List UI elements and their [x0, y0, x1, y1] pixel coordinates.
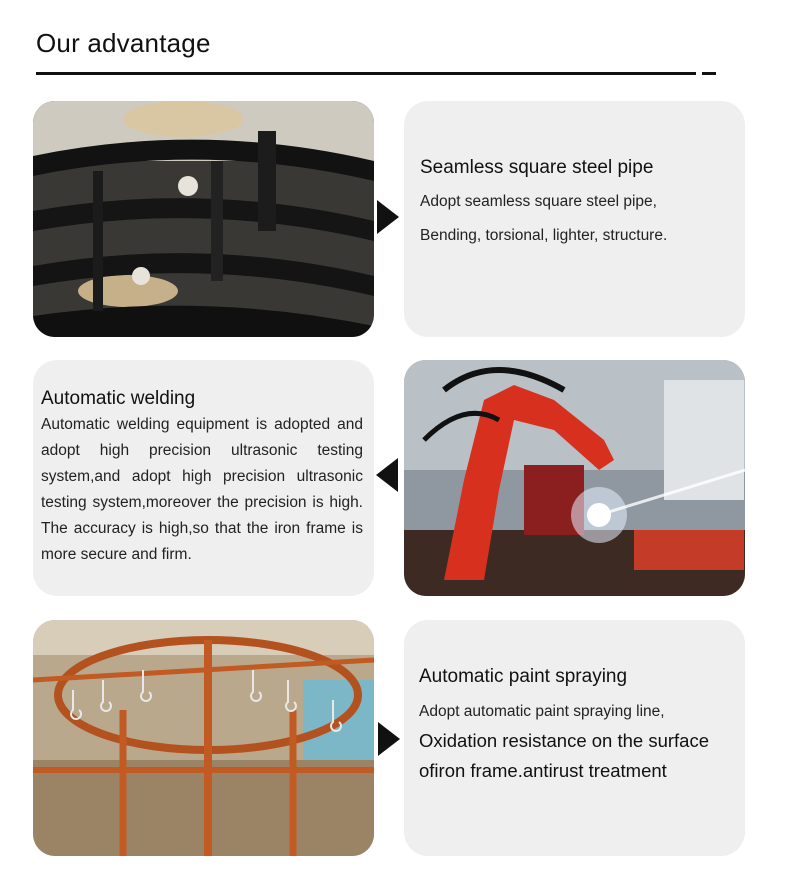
- paint-spraying-photo: [33, 620, 374, 856]
- welding-robot-photo: [404, 360, 745, 596]
- feature-title: Automatic paint spraying: [419, 666, 628, 687]
- feature-card-steel-pipe: [404, 101, 745, 337]
- feature-card-paint-spraying: [404, 620, 745, 856]
- feature-line: Adopt automatic paint spraying line,: [419, 703, 665, 720]
- feature-line: Oxidation resistance on the surface: [419, 730, 709, 751]
- triangle-left-icon: [376, 458, 398, 492]
- feature-line: ofiron frame.antirust treatment: [419, 760, 667, 781]
- feature-title: Seamless square steel pipe: [420, 157, 654, 178]
- header-divider: [36, 72, 696, 75]
- triangle-right-icon: [377, 200, 399, 234]
- steel-pipe-photo: [33, 101, 374, 337]
- feature-line: Bending, torsional, lighter, structure.: [420, 227, 668, 244]
- page-title: Our advantage: [36, 28, 211, 58]
- header-divider-tail: [702, 72, 716, 75]
- feature-title: Automatic welding: [41, 388, 196, 409]
- feature-line: Adopt seamless square steel pipe,: [420, 193, 657, 210]
- triangle-right-icon: [378, 722, 400, 756]
- feature-paragraph: Automatic welding equipment is adopted and adopt high precision ultrasonic testing system,and adopt high precision ultrasonic testing system,moreover the precision is high. The accuracy is high,so that the iron frame is more secure and firm.: [41, 416, 363, 563]
- feature-card-welding: [33, 360, 374, 596]
